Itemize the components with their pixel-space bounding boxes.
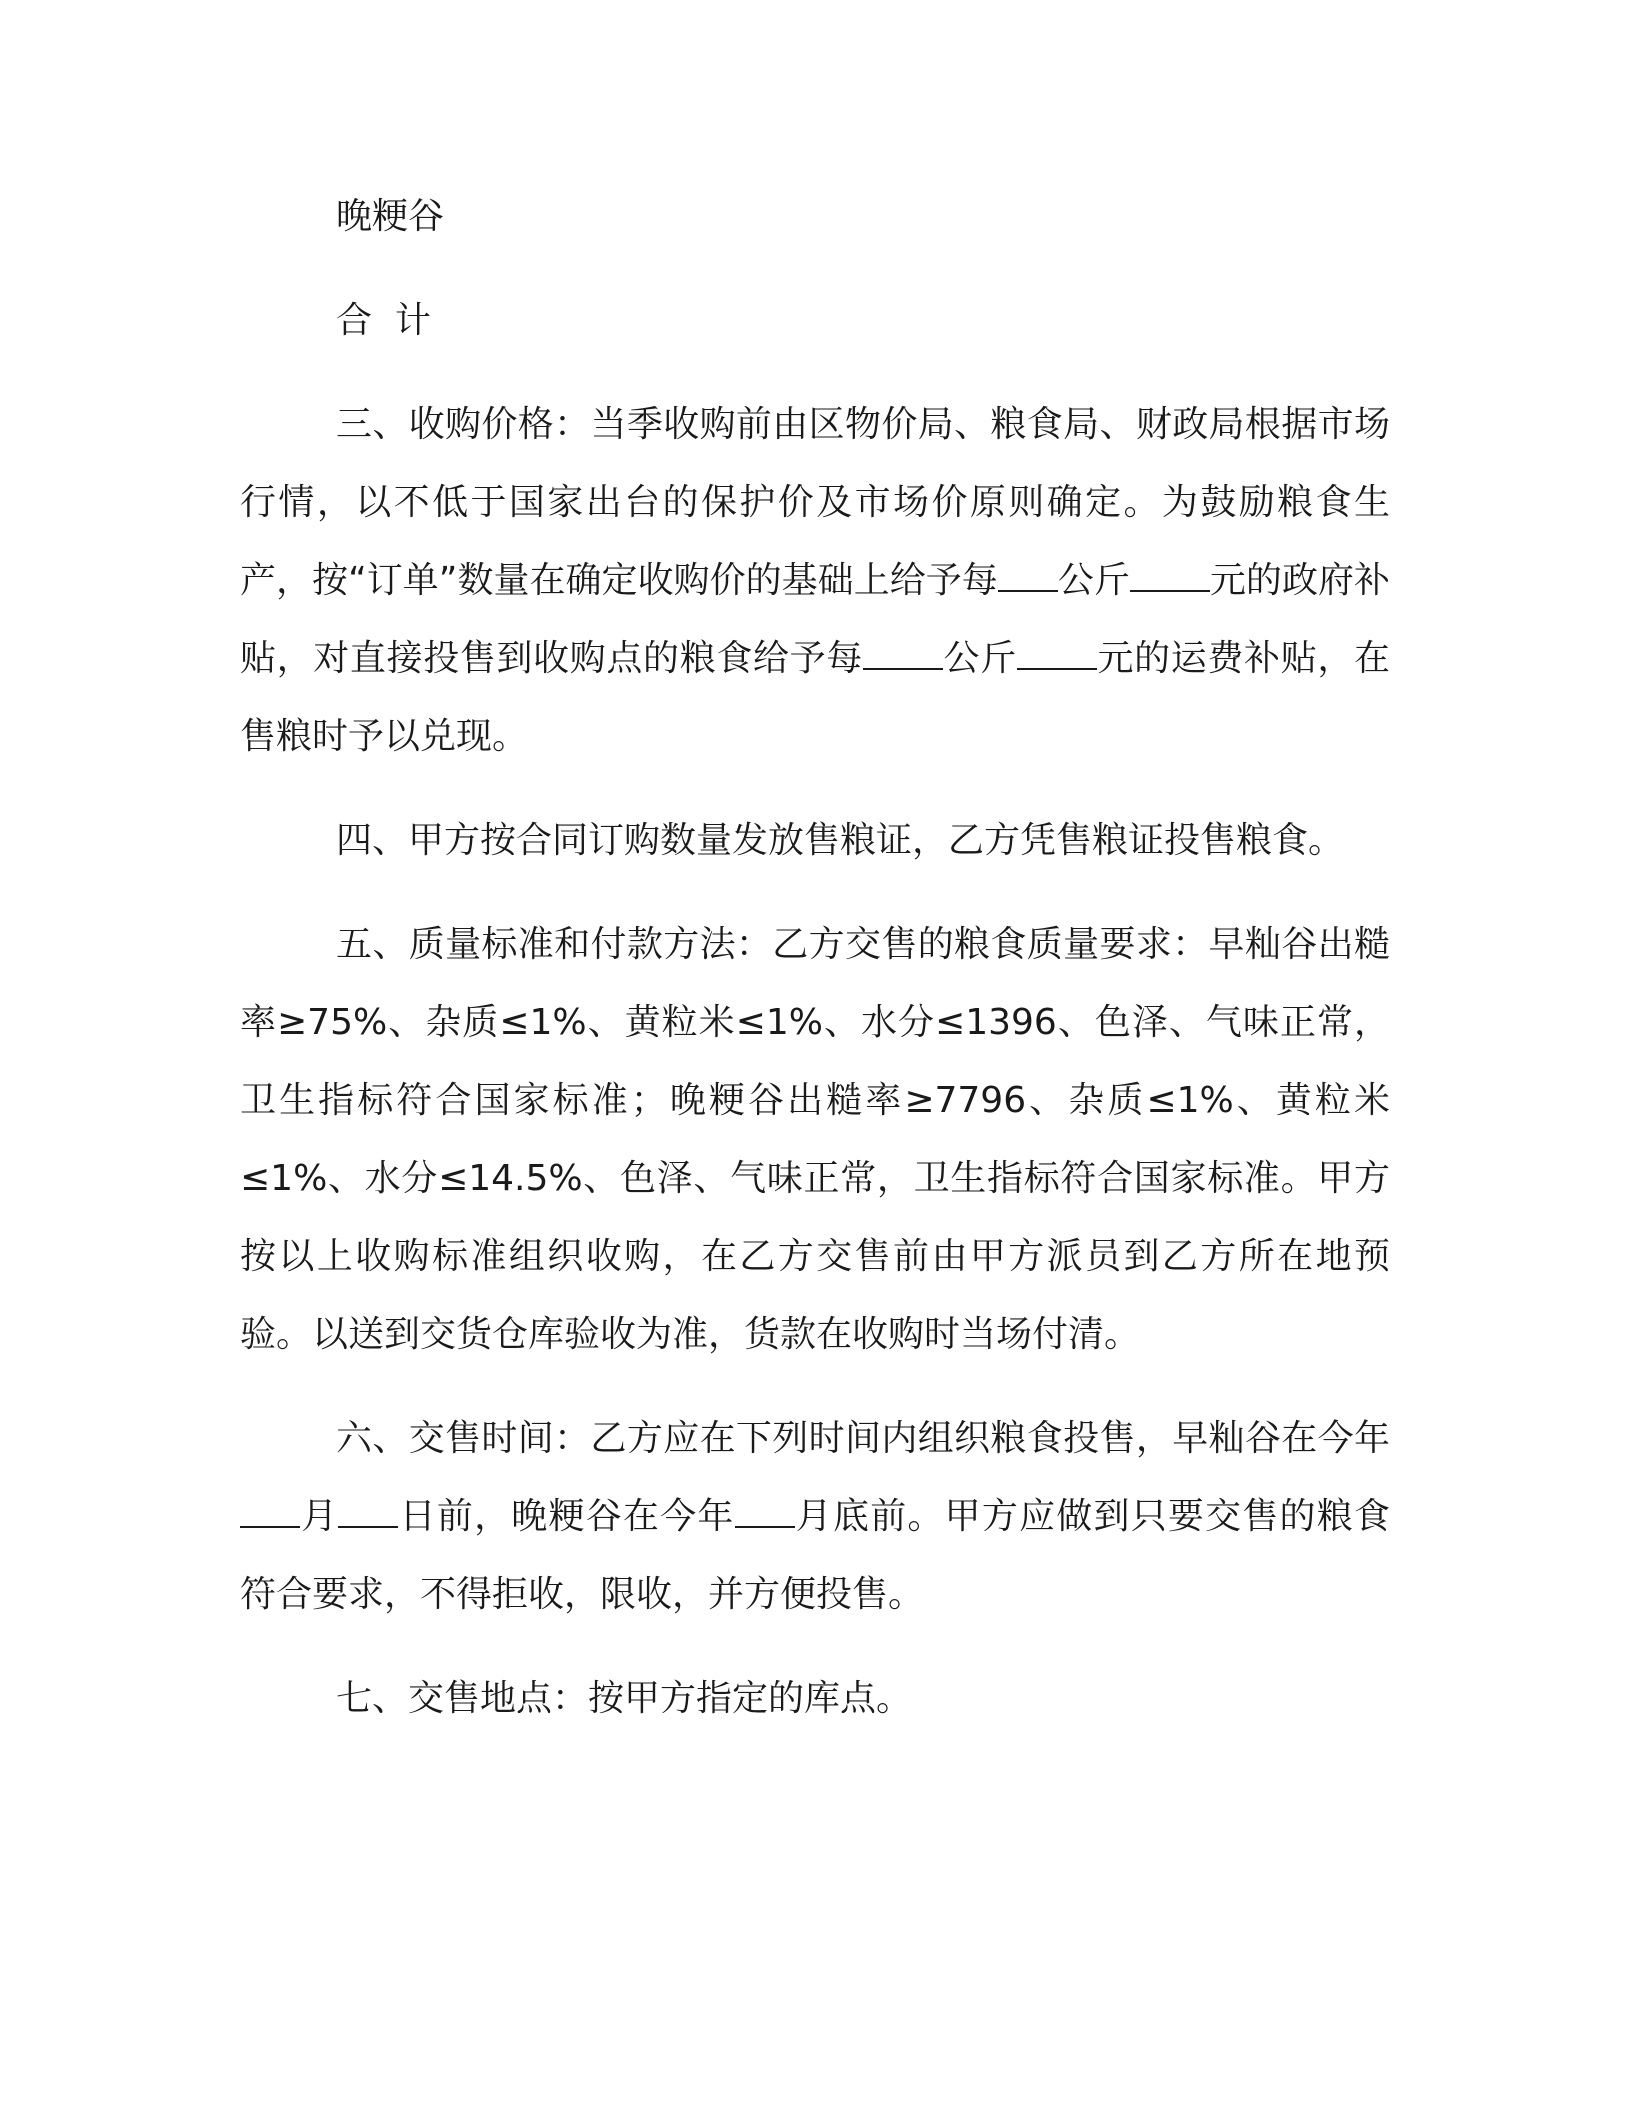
blank-field-early-day[interactable] — [338, 1494, 398, 1528]
blank-field-early-month[interactable] — [240, 1494, 300, 1528]
section-6-text-2: 月 — [300, 1496, 339, 1537]
section-grain-certificate: 四、甲方按合同订购数量发放售粮证，乙方凭售粮证投售粮食。 — [336, 820, 1345, 861]
section-3-text-3: 元的政府补贴，对直接投售到收购点的粮食给予每 — [240, 560, 1390, 679]
line-item-total: 合 计 — [336, 300, 431, 341]
blank-field-subsidy-qty[interactable] — [998, 558, 1058, 592]
blank-field-late-month[interactable] — [735, 1494, 795, 1528]
section-delivery-time — [240, 1400, 1390, 1634]
section-6-text-1: 六、交售时间：乙方应在下列时间内组织粮食投售，早籼谷在今年 — [336, 1418, 1390, 1459]
section-3-text-5: 元的运费补贴，在售粮时予以兑现。 — [240, 638, 1390, 757]
section-purchase-price — [240, 386, 1390, 776]
section-6-text-4: 月底前。甲方应做到只要交售的粮食符合要求，不得拒收，限收，并方便投售。 — [240, 1496, 1390, 1615]
section-delivery-location: 七、交售地点：按甲方指定的库点。 — [336, 1678, 913, 1719]
section-quality-payment: 五、质量标准和付款方法：乙方交售的粮食质量要求：早籼谷出糙率≥75%、杂质≤1%、黄粒米≤1%、水分≤1396、色泽、气味正常，卫生指标符合国家标准；晚粳谷出糙率≥7796、杂质≤1%、黄粒米≤1%、水分≤14.5%、色泽、气味正常，卫生指标符合国家标准。甲方按以上收购标准组织收购，在乙方交售前由甲方派员到乙方所在地预验。以送到交货仓库验收为准，货款在收购时当场付清。 — [240, 924, 1390, 1355]
line-item-late-rice: 晚粳谷 — [336, 196, 445, 237]
blank-field-freight-qty[interactable] — [863, 636, 943, 670]
section-3-text-2: 公斤 — [1057, 560, 1130, 601]
section-3-text-4: 公斤 — [942, 638, 1017, 679]
blank-field-freight-amount[interactable] — [1017, 636, 1097, 670]
document-body — [240, 178, 1390, 1764]
blank-field-subsidy-amount[interactable] — [1130, 558, 1210, 592]
section-3-text-1: 三、收购价格：当季收购前由区物价局、粮食局、财政局根据市场行情，以不低于国家出台的保护价及市场价原则确定。为鼓励粮食生产，按“订单”数量在确定收购价的基础上给予每 — [240, 404, 1390, 601]
section-6-text-3: 日前，晚粳谷在今年 — [398, 1496, 735, 1537]
